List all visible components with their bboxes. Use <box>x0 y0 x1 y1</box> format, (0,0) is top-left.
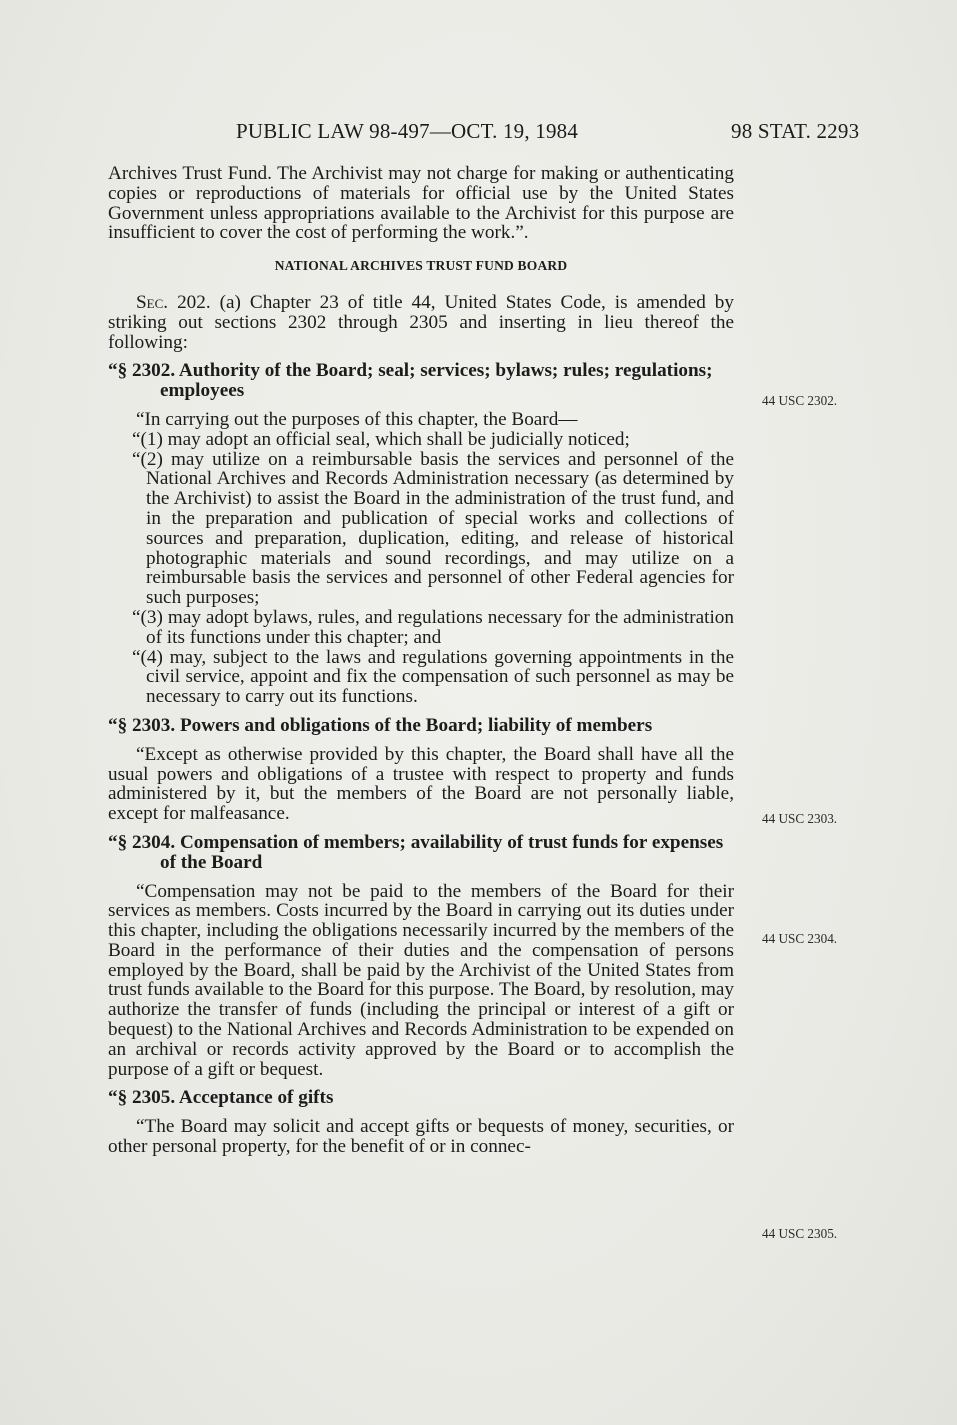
section-202-paragraph <box>108 293 734 352</box>
statute-page-number: 98 STAT. 2293 <box>731 119 860 143</box>
section-2304-heading: “§ 2304. Compensation of members; availability of trust funds for expenses of the Board <box>108 831 724 873</box>
sec-label: Sec. <box>136 291 169 313</box>
section-2302-item-2: “(2) may utilize on a reimbursable basis the services and personnel of the National Archives and Records Administration necessary (as determined by the Archivist) to assist the Board in the administration of the trust fund, and in the preparation and publication of special works and collections of sources and preparation, duplication, editing, and release of historical photographic materials and sound recordings, and may utilize on a reimbursable basis the services and personnel of other Federal agencies for such purposes; <box>132 448 734 609</box>
margin-note-2302: 44 USC 2302. <box>762 393 838 408</box>
document-body <box>108 164 734 1157</box>
page-header <box>0 119 957 143</box>
header-title: PUBLIC LAW 98-497—OCT. 19, 1984 <box>236 119 579 143</box>
margin-note-2304: 44 USC 2304. <box>762 931 838 946</box>
margin-note-2303: 44 USC 2303. <box>762 811 838 826</box>
section-2302-lead: “In carrying out the purposes of this chapter, the Board— <box>136 408 578 430</box>
section-2302-heading: “§ 2302. Authority of the Board; seal; services; bylaws; rules; regulations; employees <box>108 360 713 402</box>
section-2302-item-1: “(1) may adopt an official seal, which shall be judicially noticed; <box>132 428 630 450</box>
section-2303-heading: “§ 2303. Powers and obligations of the Board; liability of members <box>108 714 653 736</box>
section-2304-text: “Compensation may not be paid to the members of the Board for their services as members. Costs incurred by the Board in carrying out its duties under this chapter, including the obligations necessarily incurred by the members of the Board in the performance of their duties and the compensation of persons employed by the Board, shall be paid by the Archivist of the United States from trust funds available to the Board for this purpose. The Board, by resolution, may authorize the transfer of funds (including the principal or interest of a gift or bequest) to the National Archives and Records Administration to be expended on an archival or records activity approved by the Board or to accomplish the purpose of a gift or bequest. <box>108 880 734 1080</box>
section-2305-heading: “§ 2305. Acceptance of gifts <box>108 1087 334 1109</box>
board-heading: NATIONAL ARCHIVES TRUST FUND BOARD <box>274 258 568 274</box>
section-2302-item-4: “(4) may, subject to the laws and regulations governing appointments in the civil service, appoint and fix the compensation of such personnel as may be necessary to carry out its functions. <box>132 646 734 708</box>
section-202-text: 202. (a) Chapter 23 of title 44, United States Code, is amended by striking out sections 2302 through 2305 and inserting in lieu thereof the following: <box>108 291 734 353</box>
margin-note-2305: 44 USC 2305. <box>762 1226 838 1241</box>
section-2302-item-3: “(3) may adopt bylaws, rules, and regulations necessary for the administration of its functions under this chapter; and <box>132 606 734 648</box>
section-2303-text: “Except as otherwise provided by this chapter, the Board shall have all the usual powers and obligations of a trustee with respect to property and funds administered by it, but the members of the Board are not personally liable, except for malfeasance. <box>108 743 734 825</box>
section-2305-text: “The Board may solicit and accept gifts or bequests of money, securities, or other personal property, for the benefit of or in connec- <box>108 1116 734 1158</box>
intro-paragraph: Archives Trust Fund. The Archivist may not charge for making or authenticating copies or reproductions of materials for official use by the United States Government unless appropriations available to the Archivist for this purpose are insufficient to cover the cost of performing the work.”. <box>108 163 734 244</box>
